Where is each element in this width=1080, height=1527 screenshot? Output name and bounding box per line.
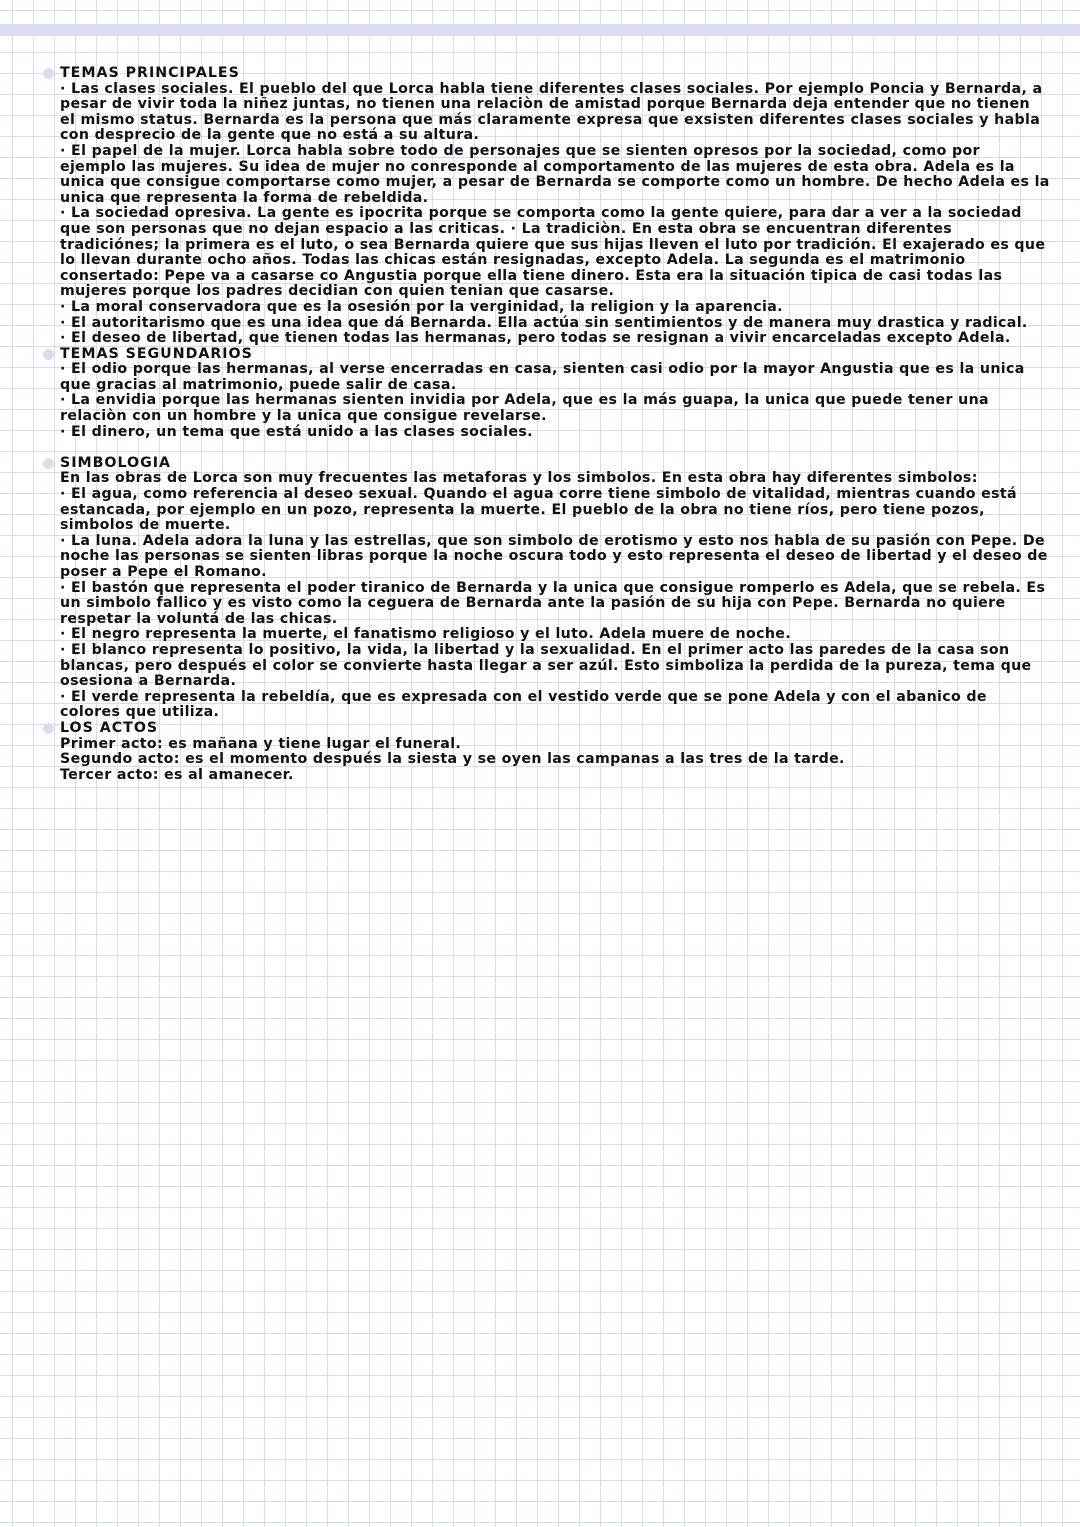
paragraph: · El negro representa la muerte, el fanatismo religioso y el luto. Adela muere de noche. (60, 626, 792, 643)
paragraph: · El autoritarismo que es una idea que dá Bernarda. Ella actúa sin sentimientos y de manera muy drastica y radical. (60, 314, 1028, 331)
paragraph: · Las clases sociales. El pueblo del que Lorca habla tiene diferentes clases sociales. Por ejemplo Poncia y Bernarda, a pesar de vivir toda la niñez juntas, no tienen una relaciòn de amistad porque Bernarda deja entender que no tienen el mismo status. Bernarda es la persona que más claramente expresa que exsisten diferentes clases sociales y habla con desprecio de la gente que no está a su altura. (60, 80, 1043, 144)
paragraph: · La sociedad opresiva. La gente es ipocrita porque se comporta como la gente quiere, para dar a ver a la sociedad que son personas que no dejan espacio a las criticas. · La tradiciòn. En esta obra se encuentran diferentes tradiciónes; la primera es el luto, o sea Bernarda quiere que sus hijas lleven el luto por tradición. El exajerado es que lo llevan durante ocho años. Todas las chicas están resignadas, excepto Adela. La segunda es el matrimonio consertado: Pepe va a casarse co Angustia porque ella tiene dinero. Esta era la situación tipica de casi todas las mujeres porque los padres decidian con quien tenian que casarse. (60, 205, 1046, 300)
bullet-dot-icon (43, 68, 54, 79)
section-heading: TEMAS SEGUNDARIOS (60, 347, 1050, 363)
section-temas-segundarios (60, 347, 1050, 441)
bullet-dot-icon (43, 723, 54, 734)
bullet-dot-icon (43, 349, 54, 360)
paragraph: Segundo acto: es el momento después la siesta y se oyen las campanas a las tres de la tarde. (60, 751, 845, 768)
paragraph: · El bastón que representa el poder tiranico de Bernarda y la unica que consigue romperlo es Adela, que se rebela. Es un simbolo fallico y es visto como la ceguera de Bernarda ante la pasión de su hija con Pepe. Bernarda no quiere respetar la voluntá de las chicas. (60, 579, 1046, 627)
paragraph: · El verde representa la rebeldía, que es expresada con el vestido verde que se pone Adela y con el abanico de colores que utiliza. (60, 688, 987, 721)
section-simbologia (60, 456, 1050, 721)
section-heading: TEMAS PRINCIPALES (60, 66, 1050, 82)
paragraph: · El deseo de libertad, que tienen todas las hermanas, pero todas se resignan a vivir encarceladas excepto Adela. (60, 330, 1011, 347)
top-binding-strip (0, 24, 1080, 36)
section-heading: LOS ACTOS (60, 721, 1050, 737)
paragraph: En las obras de Lorca son muy frecuentes las metaforas y los simbolos. En esta obra hay diferentes simbolos: (60, 470, 978, 487)
paragraph: · La moral conservadora que es la osesión por la verginidad, la religion y la aparencia. (60, 298, 783, 315)
paragraph: · El agua, como referencia al deseo sexual. Quando el agua corre tiene simbolo de vitalidad, mientras cuando está estancada, por ejemplo en un pozo, representa la muerte. El pueblo de la obra no tiene ríos, pero tiene pozos, simbolos de muerte. (60, 486, 1017, 534)
paragraph: · El papel de la mujer. Lorca habla sobre todo de personajes que se sienten opresos por la sociedad, como por ejemplo las mujeres. Su idea de mujer no conresponde al comportamento de las mujeres de esta obra. Adela es la unica que consigue comportarse como mujer, a pesar de Bernarda se comporte como un hombre. De hecho Adela es la unica que representa la forma de rebeldida. (60, 142, 1050, 206)
paragraph: · La envidia porque las hermanas sienten invidia por Adela, que es la más guapa, la unica que puede tener una relaciòn con un hombre y la unica que consigue revelarse. (60, 392, 989, 425)
bullet-dot-icon (43, 458, 54, 469)
paragraph: · El dinero, un tema que está unido a las clases sociales. (60, 423, 533, 440)
section-spacer (60, 440, 1050, 456)
paragraph: Tercer acto: es al amanecer. (60, 766, 294, 783)
paragraph: Primer acto: es mañana y tiene lugar el funeral. (60, 735, 462, 752)
section-heading: SIMBOLOGIA (60, 456, 1050, 472)
section-temas-principales (60, 66, 1050, 347)
section-los-actos (60, 721, 1050, 783)
paragraph: · El blanco representa lo positivo, la vida, la libertad y la sexualidad. En el primer acto las paredes de la casa son blancas, pero después el color se convierte hasta llegar a ser azúl. Esto simboliza la perdida de la pureza, tema que osesiona a Bernarda. (60, 641, 1032, 690)
paragraph: · La luna. Adela adora la luna y las estrellas, que son simbolo de erotismo y esto nos habla de su pasión con Pepe. De noche las personas se sienten libras porque la noche oscura todo y esto representa el deseo de libertad y el deseo de poser a Pepe el Romano. (60, 532, 1048, 580)
paragraph: · El odio porque las hermanas, al verse encerradas en casa, sienten casi odio por la mayor Angustia que es la unica que gracias al matrimonio, puede salir de casa. (60, 361, 1025, 393)
notes-document (60, 66, 1050, 783)
